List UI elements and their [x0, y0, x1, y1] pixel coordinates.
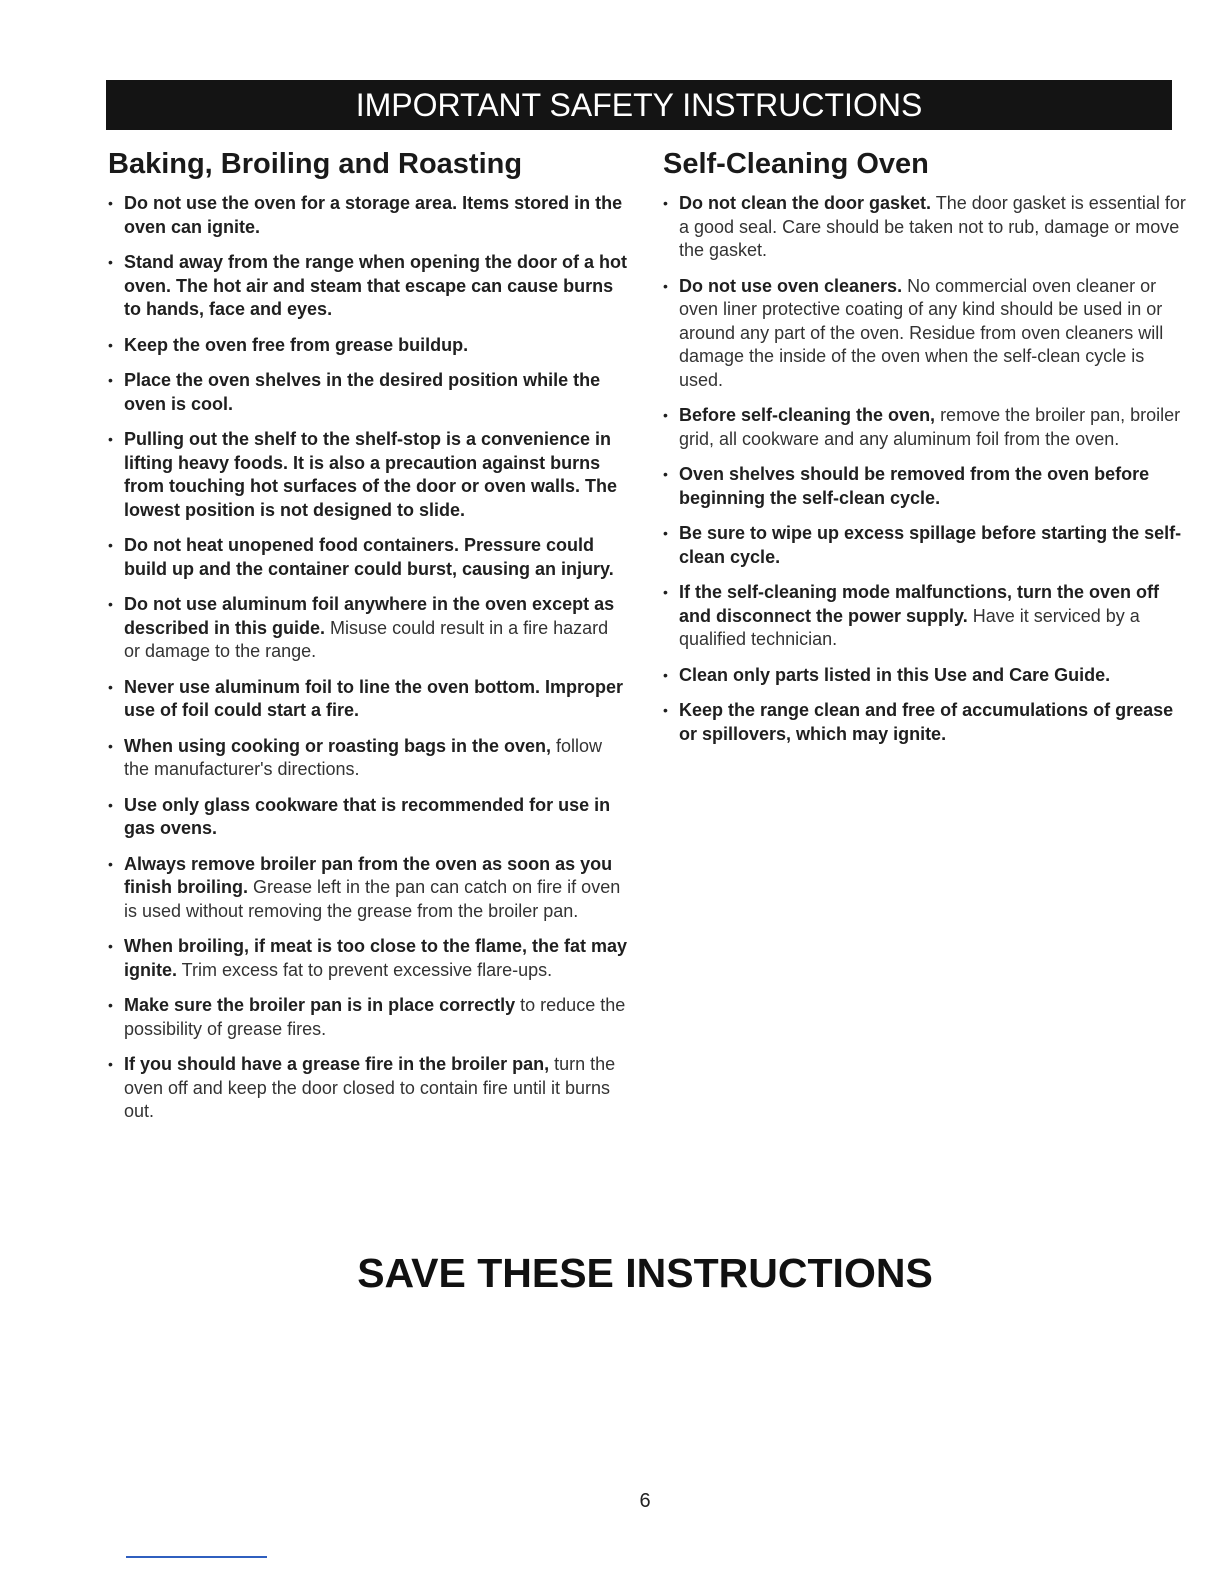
- instruction-detail: follow the manufacturer's directions.: [124, 735, 603, 779]
- bullet-icon: •: [108, 596, 113, 612]
- instruction-item: [108, 853, 628, 924]
- baking-broiling-section: [108, 146, 628, 1136]
- instruction-item: [108, 192, 628, 239]
- instruction-emphasis: Do not use the oven for a storage area. Items stored in the oven can ignite.: [124, 193, 623, 237]
- instruction-detail: to reduce the possibility of grease fires.: [124, 995, 626, 1039]
- instruction-item: [108, 935, 628, 982]
- bullet-icon: •: [108, 678, 113, 695]
- instruction-emphasis: Keep the oven free from grease buildup.: [124, 334, 469, 355]
- footer-rule: [126, 1556, 267, 1558]
- bullet-icon: •: [663, 666, 668, 683]
- bullet-icon: •: [663, 584, 668, 600]
- safety-banner: IMPORTANT SAFETY INSTRUCTIONS: [106, 80, 1172, 130]
- bullet-icon: •: [663, 525, 668, 541]
- self-cleaning-section: [663, 146, 1193, 758]
- baking-instructions-list: [108, 192, 628, 1124]
- instruction-item: [108, 534, 628, 581]
- instruction-detail: Grease left in the pan can catch on fire if oven is used without removing the grease from the broiler pan.: [124, 877, 621, 921]
- bullet-icon: •: [108, 855, 113, 872]
- bullet-icon: •: [108, 938, 113, 954]
- bullet-icon: •: [663, 407, 668, 423]
- instruction-emphasis: Stand away from the range when opening the door of a hot oven. The hot air and steam that escape can cause burns to hands, face and eyes.: [124, 252, 628, 319]
- bullet-icon: •: [108, 997, 113, 1013]
- instruction-emphasis: Before self-cleaning the oven,: [679, 405, 936, 425]
- instruction-item: [108, 1053, 628, 1124]
- instruction-item: [108, 334, 628, 358]
- bullet-icon: •: [108, 195, 113, 211]
- instruction-detail: Trim excess fat to prevent excessive flare-ups.: [177, 959, 553, 980]
- instruction-item: [663, 664, 1193, 688]
- bullet-icon: •: [663, 702, 668, 718]
- bullet-icon: •: [108, 537, 113, 553]
- section-heading-self-cleaning: Self-Cleaning Oven: [663, 148, 929, 180]
- bullet-icon: •: [108, 796, 113, 813]
- instruction-emphasis: Always remove broiler pan from the oven as soon as you finish broiling.: [124, 853, 613, 897]
- instruction-item: [663, 463, 1193, 510]
- instruction-detail: Have it serviced by a qualified technician.: [679, 605, 1140, 649]
- save-instructions-heading: SAVE THESE INSTRUCTIONS: [357, 1250, 933, 1296]
- instruction-emphasis: Use only glass cookware that is recommended for use in gas ovens.: [124, 794, 611, 838]
- instruction-emphasis: Place the oven shelves in the desired position while the oven is cool.: [124, 370, 601, 414]
- instruction-item: [663, 404, 1193, 451]
- instruction-item: [108, 794, 628, 841]
- instruction-detail: turn the oven off and keep the door closed to contain fire until it burns out.: [124, 1054, 616, 1121]
- bullet-icon: •: [663, 466, 668, 482]
- instruction-item: [663, 192, 1193, 263]
- section-heading-baking: Baking, Broiling and Roasting: [108, 148, 523, 180]
- instruction-emphasis: Make sure the broiler pan is in place correctly: [124, 995, 516, 1015]
- instruction-emphasis: If the self-cleaning mode malfunctions, turn the oven off and disconnect the power supply.: [679, 582, 1160, 626]
- bullet-icon: •: [663, 195, 668, 211]
- instruction-emphasis: Oven shelves should be removed from the oven before beginning the self-clean cycle.: [679, 464, 1150, 508]
- self-cleaning-instructions-list: [663, 192, 1193, 746]
- instruction-emphasis: When using cooking or roasting bags in the oven,: [124, 735, 552, 756]
- instruction-item: [108, 994, 628, 1041]
- instruction-item: [663, 522, 1193, 569]
- instruction-item: [108, 676, 628, 723]
- bullet-icon: •: [108, 254, 113, 270]
- bullet-icon: •: [108, 1056, 113, 1072]
- instruction-detail: Misuse could result in a fire hazard or damage to the range.: [124, 617, 609, 661]
- instruction-emphasis: When broiling, if meat is too close to the flame, the fat may ignite.: [124, 936, 628, 980]
- instruction-item: [108, 735, 628, 782]
- instruction-item: [663, 699, 1193, 746]
- instruction-detail: remove the broiler pan, broiler grid, all cookware and any aluminum foil from the oven.: [679, 405, 1181, 449]
- bullet-icon: •: [108, 737, 113, 754]
- instruction-emphasis: If you should have a grease fire in the broiler pan,: [124, 1054, 550, 1074]
- instruction-item: [663, 581, 1193, 652]
- bullet-icon: •: [663, 277, 668, 294]
- instruction-emphasis: Pulling out the shelf to the shelf-stop is a convenience in lifting heavy foods. It is also a precaution against burns from touching hot surfaces of the door or oven walls. The lowest position is not designed to slide.: [124, 429, 618, 520]
- instruction-item: [108, 369, 628, 416]
- instruction-item: [108, 428, 628, 522]
- instruction-item: [108, 593, 628, 664]
- bullet-icon: •: [108, 372, 113, 388]
- instruction-emphasis: Keep the range clean and free of accumulations of grease or spillovers, which may ignite.: [679, 700, 1174, 744]
- bullet-icon: •: [108, 336, 113, 353]
- bullet-icon: •: [108, 431, 113, 447]
- instruction-emphasis: Do not clean the door gasket.: [679, 193, 932, 213]
- instruction-emphasis: Clean only parts listed in this Use and Care Guide.: [679, 664, 1111, 685]
- instruction-emphasis: Do not use oven cleaners.: [679, 275, 903, 296]
- instruction-item: [663, 275, 1193, 393]
- instruction-detail: No commercial oven cleaner or oven liner protective coating of any kind should be used in or around any part of the oven. Residue from oven cleaners will damage the inside of the oven when the self-clean cycle is used.: [679, 275, 1164, 390]
- instruction-detail: The door gasket is essential for a good seal. Care should be taken not to rub, damage or move the gasket.: [679, 193, 1186, 260]
- instruction-emphasis: Never use aluminum foil to line the oven bottom. Improper use of foil could start a fire.: [124, 676, 624, 720]
- instruction-emphasis: Do not heat unopened food containers. Pressure could build up and the container could burst, causing an injury.: [124, 535, 614, 579]
- instruction-emphasis: Do not use aluminum foil anywhere in the oven except as described in this guide.: [124, 594, 615, 638]
- page-number: 6: [639, 1490, 651, 1512]
- instruction-emphasis: Be sure to wipe up excess spillage before starting the self-clean cycle.: [679, 523, 1182, 567]
- instruction-item: [108, 251, 628, 322]
